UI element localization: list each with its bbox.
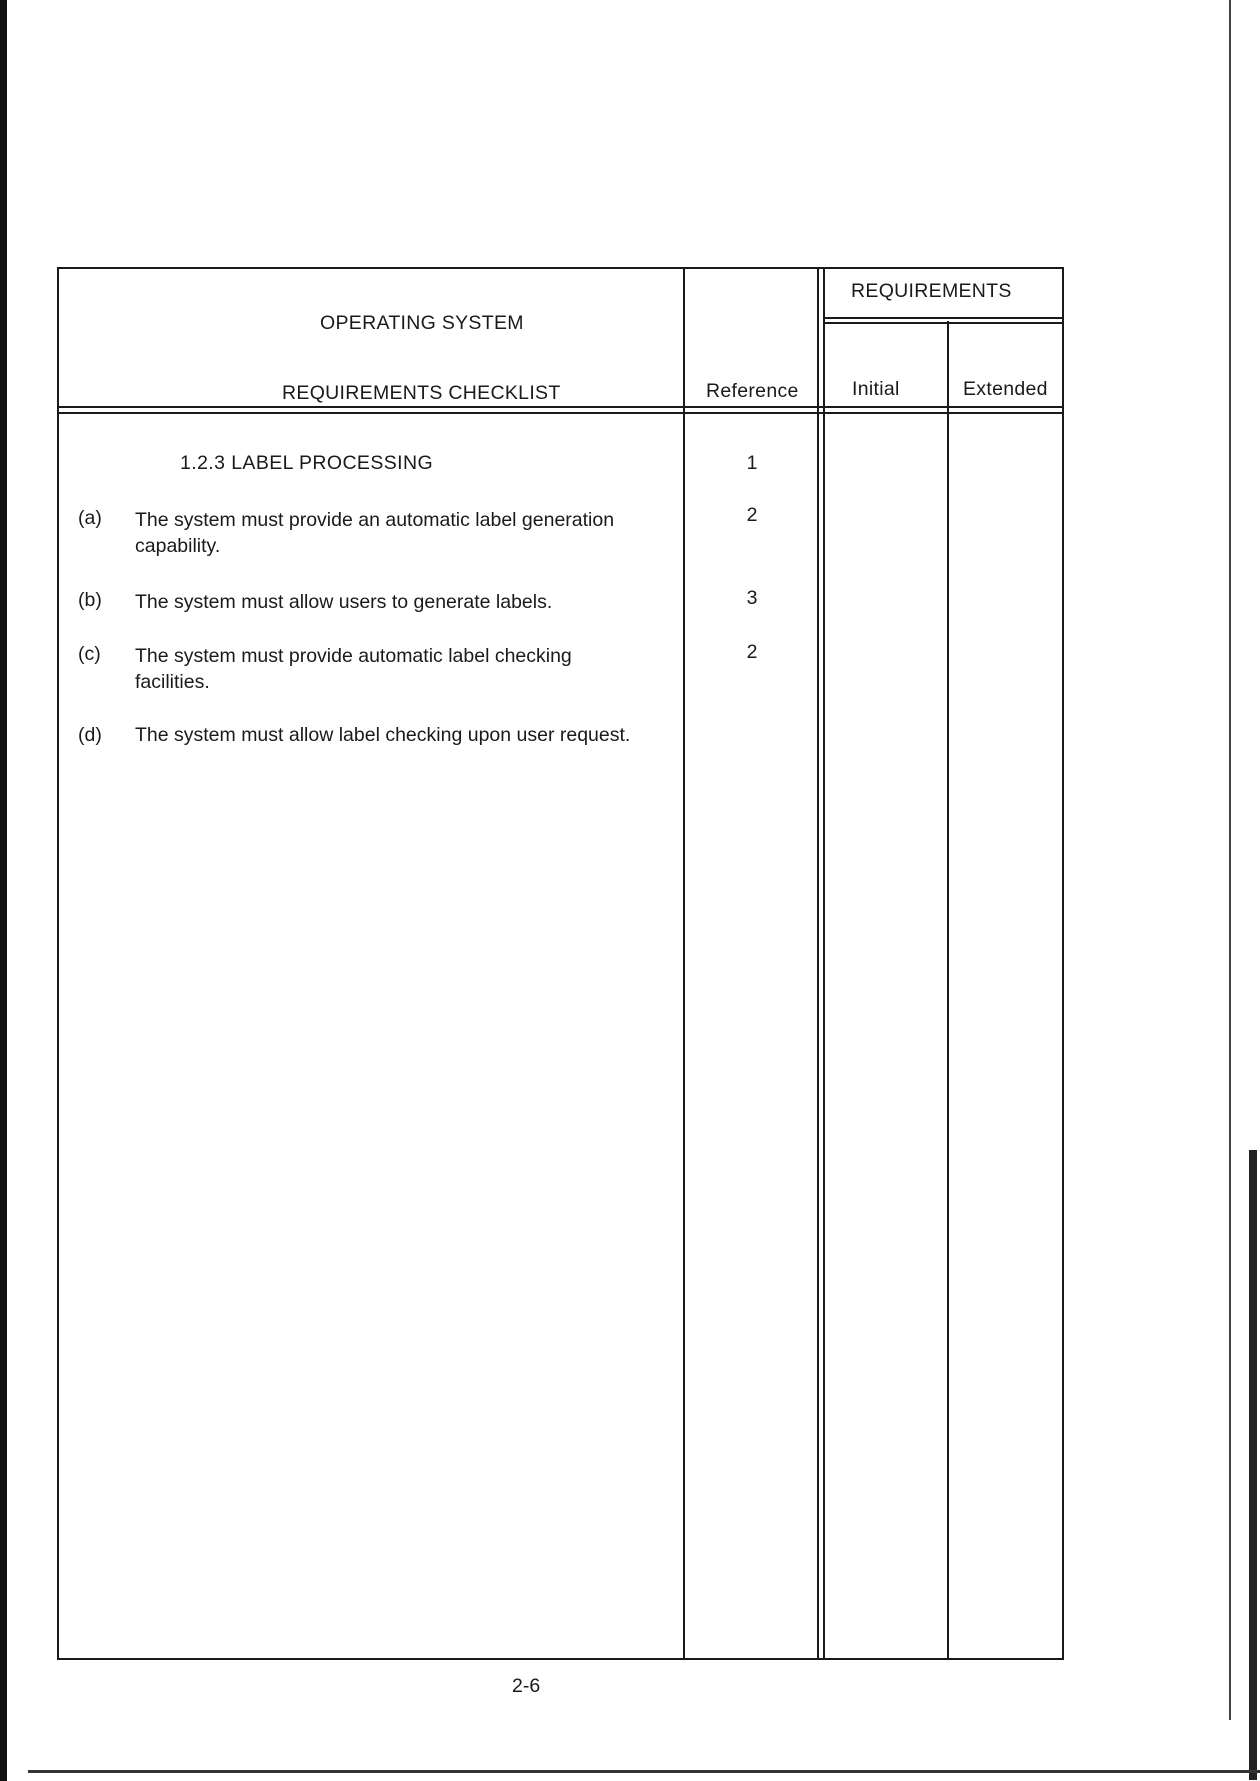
item-reference: 2 [746, 641, 758, 663]
item-label: (a) [78, 507, 102, 529]
header-rule-1 [57, 406, 1064, 408]
scan-edge-left [0, 0, 7, 1781]
requirements-divider-2 [823, 267, 825, 1660]
item-text: The system must allow users to generate labels. [135, 591, 553, 613]
table-bottom-border [57, 1658, 1064, 1660]
scan-edge-right-bottom [1249, 1150, 1257, 1780]
item-label: (b) [78, 589, 102, 611]
scan-edge-bottom [28, 1770, 1260, 1773]
requirements-subheader-rule-1 [823, 317, 1064, 319]
title-requirements-checklist: REQUIREMENTS CHECKLIST [282, 382, 561, 404]
initial-extended-divider [947, 321, 949, 1660]
page-number: 2-6 [512, 1675, 541, 1697]
requirements-subheader-rule-2 [823, 322, 1064, 324]
column-header-extended: Extended [963, 378, 1048, 400]
item-text: The system must allow label checking upon user request. [135, 724, 631, 746]
column-header-initial: Initial [852, 378, 900, 400]
table-right-border [1062, 267, 1064, 1660]
table-left-border [57, 267, 59, 1660]
item-reference: 2 [746, 504, 758, 526]
scan-edge-right [1229, 0, 1231, 1720]
item-text: The system must provide automatic label checking facilities. [135, 645, 572, 693]
title-operating-system: OPERATING SYSTEM [320, 312, 524, 334]
table-top-border [57, 267, 1064, 269]
section-heading: 1.2.3 LABEL PROCESSING [180, 452, 434, 474]
item-label: (c) [78, 643, 101, 665]
column-header-requirements: REQUIREMENTS [851, 280, 1012, 302]
reference-column-divider [683, 267, 685, 1660]
item-text: The system must provide an automatic label generation capability. [135, 509, 615, 557]
column-header-reference: Reference [706, 380, 799, 402]
section-reference: 1 [746, 452, 758, 474]
requirements-divider-1 [817, 267, 819, 1660]
item-reference: 3 [746, 587, 758, 609]
item-label: (d) [78, 724, 102, 746]
header-rule-2 [57, 412, 1064, 414]
